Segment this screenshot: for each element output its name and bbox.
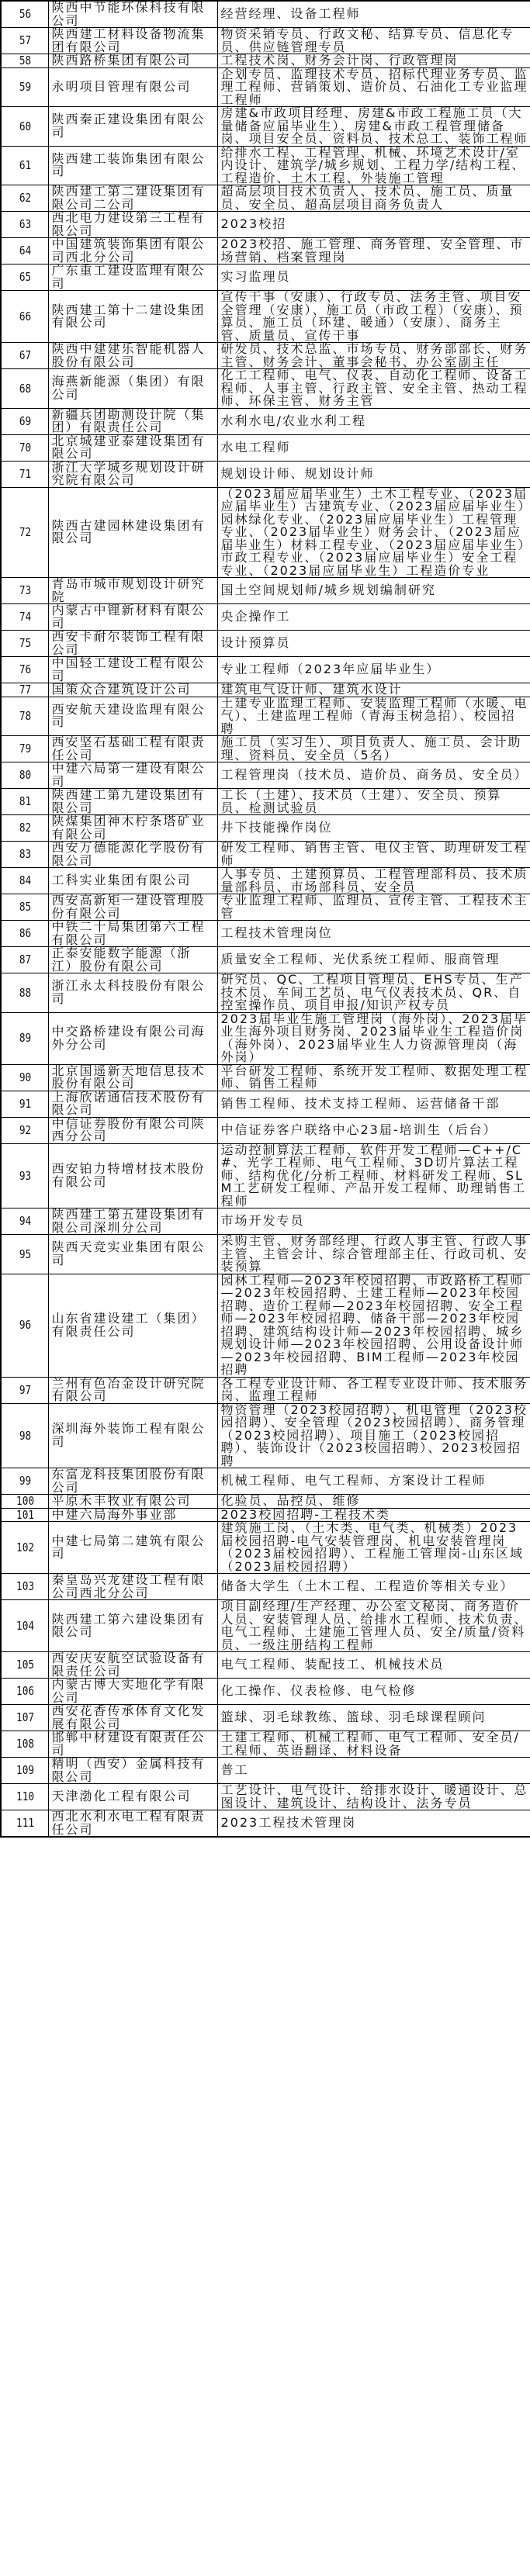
company-name: 陕西路桥集团有限公司 (48, 54, 217, 68)
table-row (1, 291, 530, 343)
company-name: 陕西天竞实业集团有限公司 (48, 1235, 217, 1274)
row-number: 58 (5, 54, 45, 68)
company-name: 中交路桥建设有限公司海外分公司 (48, 1012, 217, 1064)
table-row (1, 434, 530, 461)
job-positions: 建筑施工岗、（土木类、电气类、机械类）2023届校园招聘-电气安装管理岗、机电安装管理岗（2023届校园招聘）、工程施工管理岗-山东区域（2023届校园招聘） (217, 1522, 530, 1574)
job-positions: 施工员（实习生）、项目负责人、施工员、会计助理、资料员、安全员（5名） (217, 736, 530, 762)
row-number: 111 (5, 1810, 45, 1838)
table-row (1, 1784, 530, 1810)
company-name: 东富龙科技集团股份有限公司 (48, 1468, 217, 1495)
job-positions: 宣传干事（安康）、行政专员、法务主管、项目安全管理（安康）、施工员（市政工程）（安康）、预算员、施工员（环建、暖通）（安康）、商务主管、质量员、宣传干事 (217, 291, 530, 343)
job-positions: 运动控制算法工程师、软件开发工程师—C++/C#、光学工程师、电气工程师、3D切片算法工程师、结构优化/分析工程师、材料研发工程师、SLM工艺研发工程师、产品开发工程师、助理销售工程师 (217, 1143, 530, 1208)
job-positions: 2023届毕业生施工管理岗（海外岗）、2023届毕业生海外项目财务岗、2023届毕业生工程造价岗（海外岗）、2023届毕业生人力资源管理岗（海外岗） (217, 1012, 530, 1064)
job-positions: 2023校园招聘-工程技术类 (217, 1508, 530, 1522)
table-row (1, 67, 530, 107)
company-name: 工科实业集团有限公司 (48, 868, 217, 894)
job-positions: 园林工程师—2023年校园招聘、市政路桥工程师—2023年校园招聘、土建工程师—2023年校园招聘、造价工程师—2023年校园招聘、安全工程师—2023年校园招聘、储备干部—2023年校园招聘、建筑结构设计师—2023年校园招聘、城乡规划设计师—2023年校园招聘、公用设备设计师—2023年校园招聘、BIM工程师—2023年校园招聘 (217, 1274, 530, 1377)
job-positions: 采购主管、财务部经理、行政人事主管、行政人事主管、主管会计、综合管理部主任、行政司机、安装预算 (217, 1235, 530, 1274)
row-number: 72 (5, 487, 45, 578)
table-row (1, 1679, 530, 1705)
company-name: 陕西建工第五建设集团有限公司深圳分公司 (48, 1208, 217, 1235)
row-number: 80 (5, 762, 45, 789)
company-name: 北京国遥新天地信息技术股份有限公司 (48, 1064, 217, 1091)
company-name: 正泰安能数字能源（浙江）股份有限公司 (48, 947, 217, 973)
company-name: 陕西古建园林建设集团有限公司 (48, 487, 217, 578)
row-number: 101 (5, 1508, 45, 1522)
row-number: 91 (5, 1091, 45, 1117)
job-positions: 篮球、羽毛球教练、篮球、羽毛球课程顾问 (217, 1705, 530, 1731)
table-row (1, 146, 530, 185)
table-row (1, 1600, 530, 1652)
job-positions: 化验员、品控员、维修 (217, 1495, 530, 1509)
job-positions: 专业监理工程师、监理员、宣传主管、工程技术主管 (217, 894, 530, 921)
table-row (1, 1064, 530, 1091)
row-number: 57 (5, 28, 45, 54)
row-number: 95 (5, 1235, 45, 1274)
job-positions: 工程技术岗、财务会计岗、行政管理岗 (217, 54, 530, 68)
job-positions: 研发员、技术总监、市场专员、财务部部长、财务主管、财务会计、董事会秘书、办公室副主任 (217, 343, 530, 369)
company-name: 浙江大学城乡规划设计研究院有限公司 (48, 461, 217, 487)
job-positions: 给排水工程、工程管理、机械、环境艺术设计/室内设计、建筑学/城乡规划、工程力学/结构工程、工程造价、土木工程、外装施工管理 (217, 146, 530, 185)
table-row (1, 1652, 530, 1679)
row-number: 109 (5, 1758, 45, 1784)
row-number: 102 (5, 1522, 45, 1574)
table-row (1, 894, 530, 921)
job-positions: 设计预算员 (217, 631, 530, 657)
table-row (1, 343, 530, 369)
job-positions: 工程技术管理岗位 (217, 921, 530, 947)
table-row (1, 1731, 530, 1758)
job-positions: 市场开发专员 (217, 1208, 530, 1235)
table-row (1, 1758, 530, 1784)
row-number: 73 (5, 578, 45, 604)
row-number: 63 (5, 212, 45, 238)
job-positions: 企划专员、监理技术专员、招标代理业务专员、监理工程师、营销策划、造价员、石油化工专业监理工程师 (217, 67, 530, 107)
company-name: 北京城建亚泰建设集团有限公司 (48, 434, 217, 461)
row-number: 76 (5, 657, 45, 683)
table-row (1, 1377, 530, 1403)
table-row (1, 28, 530, 54)
job-positions: 普工 (217, 1758, 530, 1784)
table-row (1, 238, 530, 265)
table-row (1, 1495, 530, 1509)
row-number: 106 (5, 1679, 45, 1705)
row-number: 90 (5, 1064, 45, 1091)
row-number: 92 (5, 1117, 45, 1143)
job-positions: 各工程专业设计师、各工程专业设计师、技术服务岗、监理工程师 (217, 1377, 530, 1403)
table-row (1, 1143, 530, 1208)
company-name: 西北电力建设第三工程有限公司 (48, 212, 217, 238)
job-positions: 项目副经理/生产经理、办公室文秘岗、商务造价人员、安装管理人员、给排水工程师、技术负责、电气工程师、土建施工管理人员、安全/质量/资料员、一级注册结构工程师 (217, 1600, 530, 1652)
table-row (1, 408, 530, 434)
row-number: 82 (5, 815, 45, 842)
job-positions: 规划设计师、规划设计师 (217, 461, 530, 487)
table-row (1, 107, 530, 147)
job-positions: 专业工程师（2023年应届毕业生） (217, 657, 530, 683)
job-positions: 研发工程师、销售主管、电仪主管、助理研发工程师 (217, 842, 530, 868)
company-name: 新疆兵团勘测设计院（集团）有限责任公司 (48, 408, 217, 434)
company-name: 陕西建工第九建设集团有限公司 (48, 789, 217, 815)
company-name: 国策众合建筑设计公司 (48, 683, 217, 697)
row-number: 88 (5, 973, 45, 1013)
company-name: 陕西建工第二建设集团有限公司二公司 (48, 185, 217, 212)
company-name: 中铁二十局集团第六工程有限公司 (48, 921, 217, 947)
table-row (1, 697, 530, 736)
row-number: 69 (5, 408, 45, 434)
job-positions: （2023届应届毕业生）土木工程专业、（2023届应届毕业生）古建筑专业、（2023届应届毕业生）园林绿化专业、（2023届应届毕业生）工程管理专业、（2023届毕业生）财务会计、（2023届应届毕业生）材料工程专业、（2023届应届毕业生）市政工程专业、（2023届应届毕业生）安全工程专业、（2023届应届毕业生）工程造价专业 (217, 487, 530, 578)
table-row (1, 1235, 530, 1274)
company-name: 西安铂力特增材技术股份有限公司 (48, 1143, 217, 1208)
job-positions: 工长（土建）、技术员（土建）、安全员、预算员、检测试验员 (217, 789, 530, 815)
company-name: 陕西建工第十二建设集团有限公司 (48, 291, 217, 343)
table-row (1, 868, 530, 894)
company-name: 海燕新能源（集团）有限公司 (48, 369, 217, 409)
row-number: 108 (5, 1731, 45, 1758)
company-name: 西安航天建设监理有限公司 (48, 697, 217, 736)
company-name: 中建六局海外事业部 (48, 1508, 217, 1522)
row-number: 97 (5, 1377, 45, 1403)
job-positions: 房建&市政项目经理、房建&市政工程施工员（大量储备应届毕业生）、房建&市政工程管理储备岗、项目安全员、资料员、技术总工、装饰工程师 (217, 107, 530, 147)
table-row (1, 657, 530, 683)
table-row (1, 1, 530, 28)
row-number: 87 (5, 947, 45, 973)
row-number: 67 (5, 343, 45, 369)
company-name: 西安卡耐尔装饰工程有限公司 (48, 631, 217, 657)
table-row (1, 1403, 530, 1468)
company-name: 内蒙古中锂新材料有限公司 (48, 604, 217, 631)
job-positions: 物资管理（2023校园招聘）、机电管理（2023校园招聘）、安全管理（2023校园招聘）、商务管理（2023校园招聘）、项目施工（2023校园招聘）、装饰设计（2023校园招聘）、2023校园招聘 (217, 1403, 530, 1468)
job-positions: 超高层项目技术负责人、技术员、施工员、质量员、安全员、超高层项目商务负责人 (217, 185, 530, 212)
table-row (1, 1508, 530, 1522)
company-name: 精明（西安）金属科技有限公司 (48, 1758, 217, 1784)
company-name: 陕西中建建乐智能机器人股份有限公司 (48, 343, 217, 369)
row-number: 71 (5, 461, 45, 487)
row-number: 110 (5, 1784, 45, 1810)
job-positions: 研究员、QC、工程项目管理员、EHS专员、生产技术员、车间工艺员、电气仪表技术员、QR、自控室操作员、项目申报/知识产权专员 (217, 973, 530, 1013)
company-name: 永明项目管理有限公司 (48, 67, 217, 107)
row-number: 103 (5, 1574, 45, 1600)
company-name: 内蒙古博大实地化学有限公司 (48, 1679, 217, 1705)
row-number: 62 (5, 185, 45, 212)
row-number: 85 (5, 894, 45, 921)
job-positions: 实习监理员 (217, 265, 530, 291)
table-row (1, 461, 530, 487)
row-number: 77 (5, 683, 45, 697)
table-row (1, 1810, 530, 1838)
job-positions: 2023工程技术管理岗 (217, 1810, 530, 1838)
row-number: 64 (5, 238, 45, 265)
row-number: 70 (5, 434, 45, 461)
company-name: 陕西建工材料设备物流集团有限公司 (48, 28, 217, 54)
company-name: 广东重工建设监理有限公司 (48, 265, 217, 291)
table-row (1, 789, 530, 815)
table-row (1, 947, 530, 973)
row-number: 93 (5, 1143, 45, 1208)
job-positions: 物资采销专员、行政文秘、结算专员、信息化专员、供应链管理专员 (217, 28, 530, 54)
table-row (1, 1117, 530, 1143)
row-number: 81 (5, 789, 45, 815)
row-number: 83 (5, 842, 45, 868)
company-name: 中国建筑装饰集团有限公司西北分公司 (48, 238, 217, 265)
job-positions: 销售工程师、技术支持工程师、运营储备干部 (217, 1091, 530, 1117)
job-positions: 人事专员、土建预算员、工程管理部科员、技术质量部科员、市场部科员、安全员 (217, 868, 530, 894)
job-positions: 建筑电气设计师、建筑水设计 (217, 683, 530, 697)
company-name: 上海欣诺通信技术股份有限公司 (48, 1091, 217, 1117)
job-positions: 央企操作工 (217, 604, 530, 631)
company-name: 西安花香传承体育文化发展有限公司 (48, 1705, 217, 1731)
company-name: 中国轻工建设工程有限公司 (48, 657, 217, 683)
table-row (1, 212, 530, 238)
table-row (1, 973, 530, 1013)
company-name: 陕煤集团神木柠条塔矿业有限公司 (48, 815, 217, 842)
table-row (1, 842, 530, 868)
row-number: 96 (5, 1274, 45, 1377)
table-row (1, 736, 530, 762)
row-number: 94 (5, 1208, 45, 1235)
job-positions: 2023校招 (217, 212, 530, 238)
job-positions: 土建工程师、机械工程师、电气工程师、安全员/工程师、英语翻译、材料设备 (217, 1731, 530, 1758)
job-positions: 化工操作、仪表检修、电气检修 (217, 1679, 530, 1705)
row-number: 105 (5, 1652, 45, 1679)
row-number: 78 (5, 697, 45, 736)
row-number: 104 (5, 1600, 45, 1652)
job-positions: 国土空间规划师/城乡规划编制研究 (217, 578, 530, 604)
table-row (1, 265, 530, 291)
table-row (1, 631, 530, 657)
company-name: 浙江永太科技股份有限公司 (48, 973, 217, 1013)
company-name: 天津渤化工程有限公司 (48, 1784, 217, 1810)
row-number: 59 (5, 67, 45, 107)
row-number: 79 (5, 736, 45, 762)
row-number: 98 (5, 1403, 45, 1468)
table-row (1, 1274, 530, 1377)
table-row (1, 185, 530, 212)
table-row (1, 54, 530, 68)
table-row (1, 604, 530, 631)
row-number: 99 (5, 1468, 45, 1495)
row-number: 84 (5, 868, 45, 894)
company-name: 陕西建工第六建设集团有限公司 (48, 1600, 217, 1652)
company-name: 西安坚石基础工程有限责任公司 (48, 736, 217, 762)
job-positions: 工艺设计、电气设计、给排水设计、暖通设计、总图设计、建筑设计、结构设计、法务专员 (217, 1784, 530, 1810)
row-number: 65 (5, 265, 45, 291)
job-positions: 井下技能操作岗位 (217, 815, 530, 842)
company-name: 深圳海外装饰工程有限公司 (48, 1403, 217, 1468)
table-row (1, 1012, 530, 1064)
job-positions: 平台研发工程师、系统开发工程师、数据处理工程师、销售工程师 (217, 1064, 530, 1091)
table-row (1, 1091, 530, 1117)
row-number: 68 (5, 369, 45, 409)
table-row (1, 921, 530, 947)
company-name: 秦皇岛兴龙建设工程有限公司西北分公司 (48, 1574, 217, 1600)
row-number: 56 (5, 1, 45, 28)
company-name: 陕西中节能环保科技有限公司 (48, 1, 217, 28)
table-row (1, 1208, 530, 1235)
company-name: 西北水利水电工程有限责任公司 (48, 1810, 217, 1838)
job-positions: 工程管理岗（技术员、造价员、商务员、安全员） (217, 762, 530, 789)
company-name: 山东省建设建工（集团）有限责任公司 (48, 1274, 217, 1377)
row-number: 107 (5, 1705, 45, 1731)
company-name: 邯郸中材建设有限责任公司 (48, 1731, 217, 1758)
row-number: 75 (5, 631, 45, 657)
job-positions: 化工工程师、电气、仪表、自动化工程师、设备工程师、人事主管、行政主管、安全主管、热动工程师、环保主管、财务主管 (217, 369, 530, 409)
row-number: 74 (5, 604, 45, 631)
company-name: 中信证券股份有限公司陕西分公司 (48, 1117, 217, 1143)
job-positions: 水电工程师 (217, 434, 530, 461)
company-name: 中建六局第一建设有限公司 (48, 762, 217, 789)
row-number: 89 (5, 1012, 45, 1064)
table-row (1, 1522, 530, 1574)
table-row (1, 1574, 530, 1600)
job-positions: 机械工程师、电气工程师、方案设计工程师 (217, 1468, 530, 1495)
row-number: 66 (5, 291, 45, 343)
job-positions: 电气工程师、装配技工、机械技术员 (217, 1652, 530, 1679)
job-positions: 经营经理、设备工程师 (217, 1, 530, 28)
row-number: 100 (5, 1495, 45, 1509)
table-row (1, 369, 530, 409)
table-row (1, 1468, 530, 1495)
company-name: 陕西秦正建设集团有限公司 (48, 107, 217, 147)
table-row (1, 683, 530, 697)
table-body (1, 1, 530, 1837)
company-name: 西安万德能源化学股份有限公司 (48, 842, 217, 868)
company-name: 青岛市城市规划设计研究院 (48, 578, 217, 604)
job-positions: 2023校招、施工管理、商务管理、安全管理、市场营销、档案管理岗 (217, 238, 530, 265)
table-row (1, 815, 530, 842)
row-number: 61 (5, 146, 45, 185)
company-name: 平原禾丰牧业有限公司 (48, 1495, 217, 1509)
company-name: 陕西建工装饰集团有限公司 (48, 146, 217, 185)
table-row (1, 578, 530, 604)
table-row (1, 1705, 530, 1731)
company-name: 中建七局第二建筑有限公司 (48, 1522, 217, 1574)
row-number: 60 (5, 107, 45, 147)
company-name: 西安高新矩一建设管理股份有限公司 (48, 894, 217, 921)
job-positions: 储备大学生（土木工程、工程造价等相关专业） (217, 1574, 530, 1600)
table-row (1, 487, 530, 578)
job-positions: 中信证券客户联络中心23届-培训生（后台） (217, 1117, 530, 1143)
row-number: 86 (5, 921, 45, 947)
company-name: 西安庆安航空试验设备有限责任公司 (48, 1652, 217, 1679)
company-name: 兰州有色冶金设计研究院有限公司 (48, 1377, 217, 1403)
job-positions: 水利水电/农业水利工程 (217, 408, 530, 434)
job-positions: 土建专业监理工程师、安装监理工程师（水暖、电气）、土建监理工程师（青海玉树急招）、校园招聘 (217, 697, 530, 736)
job-positions: 质量安全工程师、光伏系统工程师、服商管理 (217, 947, 530, 973)
table-row (1, 762, 530, 789)
